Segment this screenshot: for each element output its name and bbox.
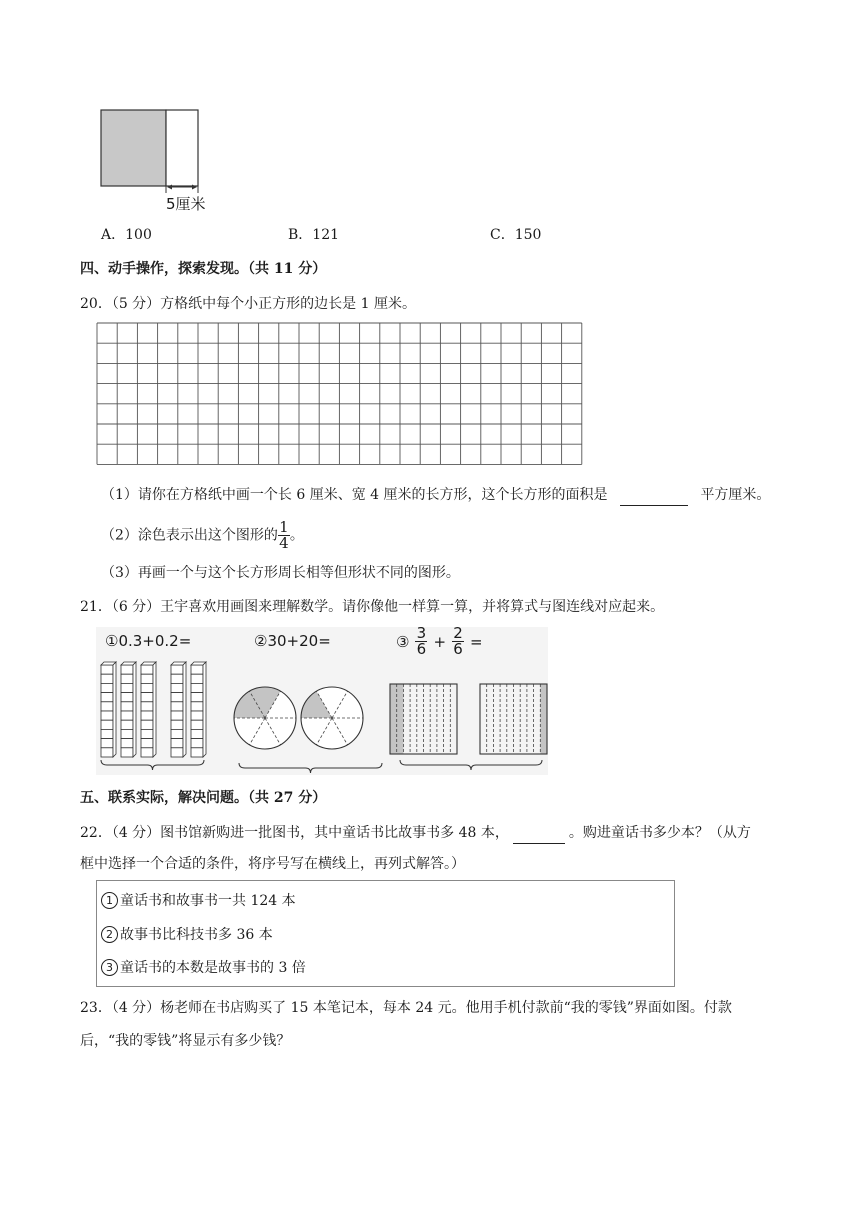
cube <box>121 720 133 729</box>
q22-condition-3 <box>101 958 306 978</box>
fraction-numerator: 3 <box>416 624 427 642</box>
condition-text: 童话书和故事书一共 124 本 <box>120 893 296 909</box>
q20-sub1 <box>101 485 770 506</box>
cube <box>171 748 183 757</box>
q22-answer-blank[interactable] <box>513 823 565 844</box>
q20-fraction <box>278 520 290 551</box>
q22-stem-a: 22．（4 分）图书馆新购进一批图书，其中童话书比故事书多 48 本， <box>80 825 509 841</box>
option-letter: B． <box>288 227 313 243</box>
cube <box>191 674 203 683</box>
square-shaded-part <box>540 684 547 754</box>
cube <box>101 674 113 683</box>
brace-under-cubes <box>101 760 204 770</box>
option-value: 100 <box>125 227 152 243</box>
fraction-circle <box>301 687 363 749</box>
q20-grid-paper[interactable] <box>96 322 586 470</box>
cube <box>171 720 183 729</box>
cube-column <box>141 662 156 757</box>
cube-column <box>171 662 186 757</box>
q22-stem-b: 。购进童话书多少本？（从方 <box>568 825 751 841</box>
cube <box>171 702 183 711</box>
q19-dimension-label: 5厘米 <box>166 195 206 213</box>
expr3-fraction-1 <box>415 626 427 657</box>
cube <box>141 729 153 738</box>
cube <box>121 693 133 702</box>
cube <box>191 720 203 729</box>
fraction-denominator: 6 <box>453 640 463 658</box>
expr3-equals: = <box>470 632 483 651</box>
q19-white-strip <box>166 110 198 186</box>
q23-stem-line1: 23．（4 分）杨老师在书店购买了 15 本笔记本，每本 24 元。他用手机付款前“我的零钱”界面如图。付款 <box>80 1000 732 1016</box>
expr3-plus: + <box>433 632 447 651</box>
q20-sub2 <box>101 520 304 551</box>
condition-text: 童话书的本数是故事书的 3 倍 <box>120 960 306 976</box>
q19-option-b <box>288 225 339 245</box>
q20-sub3: （3）再画一个与这个长方形周长相等但形状不同的图形。 <box>101 565 460 581</box>
cube <box>191 702 203 711</box>
cube <box>171 674 183 683</box>
cube <box>191 693 203 702</box>
cube <box>101 665 113 674</box>
cube <box>121 748 133 757</box>
cube-side-face <box>203 662 206 757</box>
cube <box>171 711 183 720</box>
cube <box>141 739 153 748</box>
cube <box>101 711 113 720</box>
section4-title: 四、动手操作，探索发现。（共 11 分） <box>80 261 327 277</box>
q21-expression-1: ①0.3+0.2= <box>105 632 192 650</box>
fraction-circle <box>234 687 296 749</box>
q20-stem: 20．（5 分）方格纸中每个小正方形的边长是 1 厘米。 <box>80 296 416 312</box>
cube-side-face <box>113 662 116 757</box>
q19-shaded-square <box>101 110 166 186</box>
cube <box>171 665 183 674</box>
expr3-fraction-2 <box>452 626 464 657</box>
q20-sub1-unit: 平方厘米。 <box>700 487 771 503</box>
cube <box>121 729 133 738</box>
q21-expression-2: ②30+20= <box>254 632 331 650</box>
fraction-denominator: 4 <box>279 534 289 552</box>
cube-column <box>121 662 136 757</box>
cube <box>141 702 153 711</box>
q20-sub2-text: （2）涂色表示出这个图形的 <box>101 527 278 544</box>
option-value: 150 <box>514 227 542 243</box>
fraction-numerator: 2 <box>453 624 463 642</box>
cube <box>141 683 153 692</box>
cube <box>191 711 203 720</box>
q20-sub2-end: 。 <box>289 527 304 544</box>
option-value: 121 <box>312 227 340 243</box>
cube <box>101 720 113 729</box>
fraction-square <box>390 684 457 754</box>
q22-condition-2 <box>101 925 273 945</box>
q20-sub1-text: （1）请你在方格纸中画一个长 6 厘米、宽 4 厘米的长方形，这个长方形的面积是 <box>101 487 608 503</box>
cube <box>101 683 113 692</box>
expr3-mark: ③ <box>396 632 410 651</box>
option-letter: A． <box>101 227 126 243</box>
cube <box>171 693 183 702</box>
cube <box>171 739 183 748</box>
q21-figures <box>96 655 556 775</box>
circled-number: 2 <box>101 926 118 943</box>
q21-expression-3 <box>396 626 483 657</box>
cube <box>141 711 153 720</box>
section5-title: 五、联系实际，解决问题。（共 27 分） <box>80 790 327 806</box>
q23-stem-line2: 后，“我的零钱”将显示有多少钱？ <box>80 1033 291 1049</box>
cube <box>141 665 153 674</box>
cube-side-face <box>153 662 156 757</box>
cube-side-face <box>133 662 136 757</box>
cube <box>121 674 133 683</box>
cube-column <box>191 662 206 757</box>
fraction-square <box>480 684 547 754</box>
fraction-denominator: 6 <box>416 640 427 658</box>
cube <box>121 665 133 674</box>
cube <box>191 683 203 692</box>
cube <box>191 729 203 738</box>
circled-number: 3 <box>101 959 118 976</box>
q20-answer-blank[interactable] <box>620 485 688 506</box>
cube <box>101 748 113 757</box>
cube <box>141 720 153 729</box>
cube <box>171 683 183 692</box>
cube <box>171 729 183 738</box>
q22-stem-line2: 框中选择一个合适的条件，将序号写在横线上，再列式解答。） <box>80 856 465 872</box>
q19-option-a <box>101 225 152 245</box>
brace-under-squares <box>400 760 542 770</box>
q21-stem: 21．（6 分）王宇喜欢用画图来理解数学。请你像他一样算一算，并将算式与图连线对应起来。 <box>80 599 665 615</box>
cube-side-face <box>183 662 186 757</box>
cube <box>121 711 133 720</box>
option-letter: C． <box>490 227 515 243</box>
q22-condition-1 <box>101 891 296 911</box>
cube <box>191 748 203 757</box>
q19-option-c <box>490 225 541 245</box>
brace-under-circles <box>239 763 382 773</box>
cube <box>191 665 203 674</box>
cube <box>101 739 113 748</box>
cube <box>141 693 153 702</box>
cube-column <box>101 662 116 757</box>
cube <box>121 739 133 748</box>
cube <box>101 729 113 738</box>
cube <box>141 748 153 757</box>
cube <box>101 693 113 702</box>
condition-text: 故事书比科技书多 36 本 <box>120 927 273 943</box>
cube <box>191 739 203 748</box>
cube <box>141 674 153 683</box>
q22-stem-line1 <box>80 823 751 844</box>
cube <box>121 683 133 692</box>
cube <box>121 702 133 711</box>
cube <box>101 702 113 711</box>
fraction-numerator: 1 <box>279 518 289 536</box>
circled-number: 1 <box>101 892 118 909</box>
